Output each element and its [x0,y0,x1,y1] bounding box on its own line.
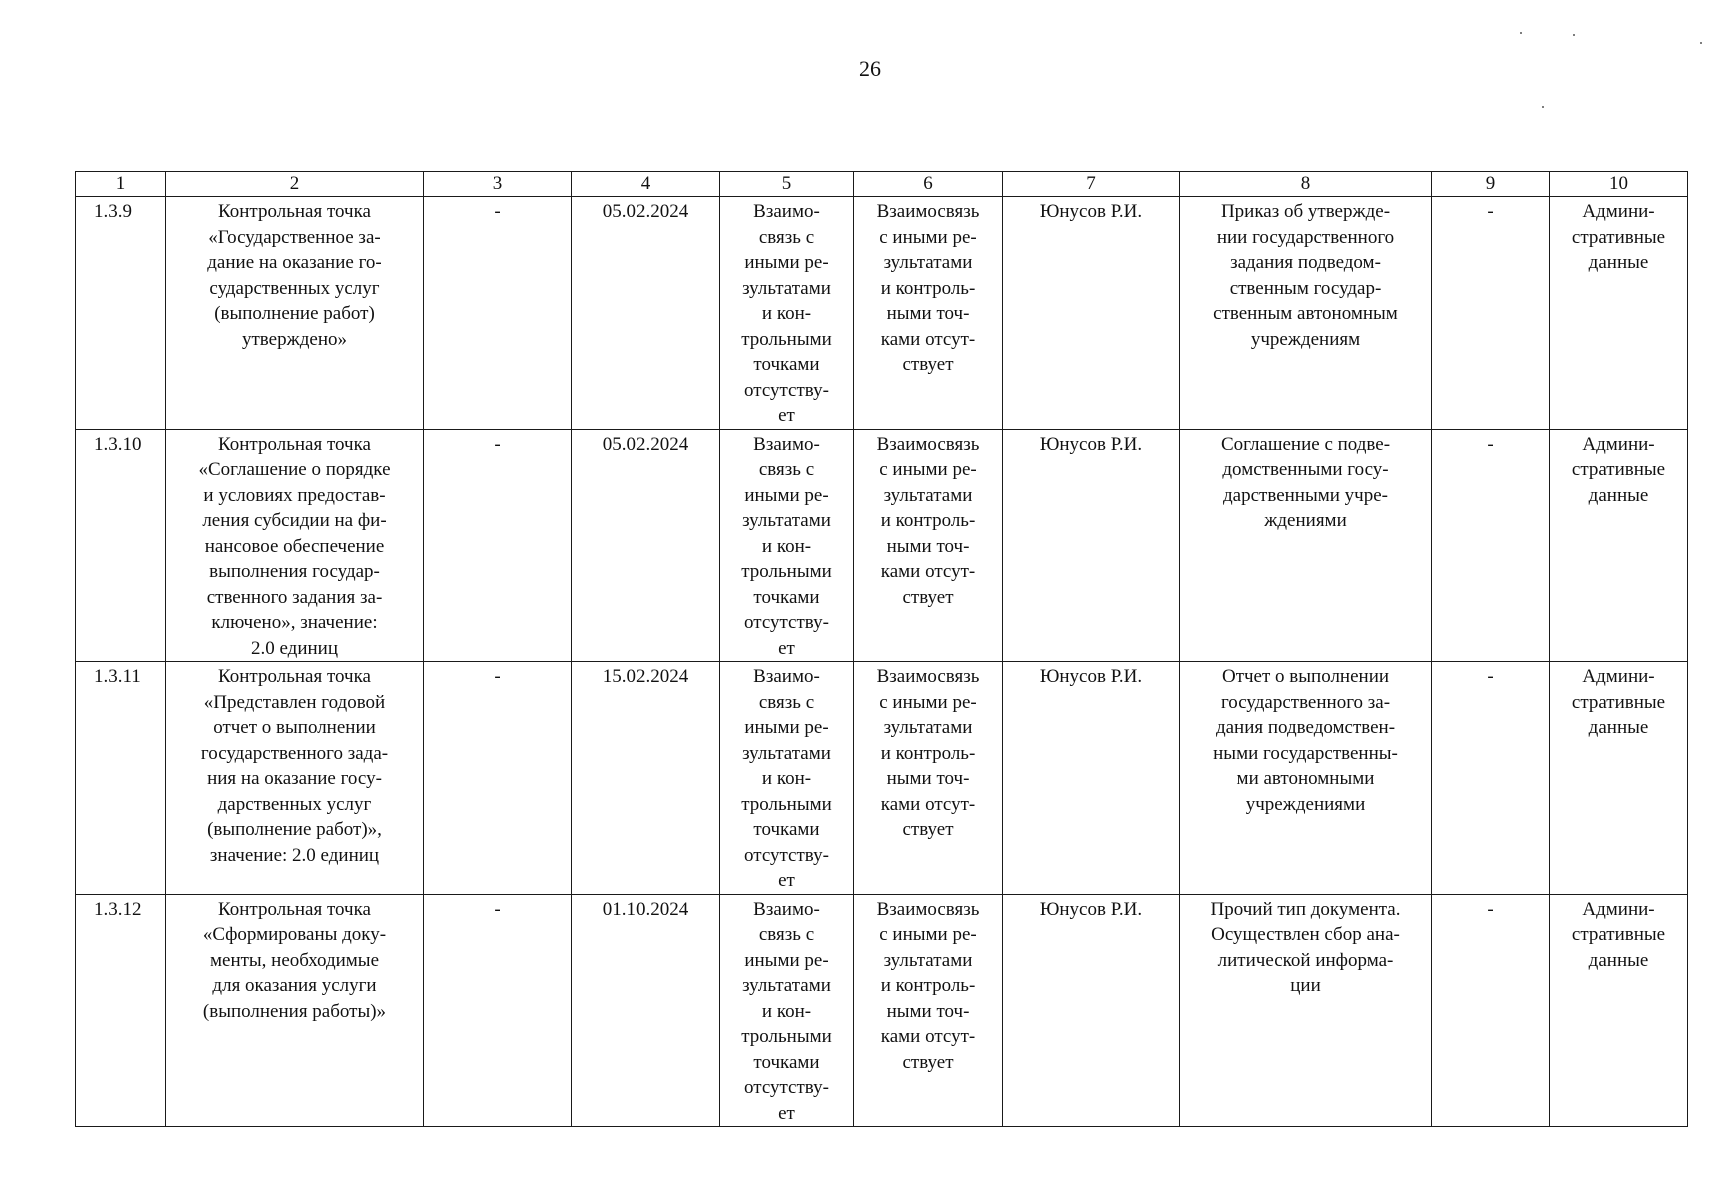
relation-control-points: Взаимосвязь с иными ре- зультатами и контроль- ными точ- ками отсут- ствует [854,197,1003,430]
scan-speck [1573,34,1575,36]
control-point-name: Контрольная точка «Соглашение о порядке и условиях предостав- ления субсидии на фи- нансовое обеспечение выполнения государ- ственного задания за- ключено», значение: 2.0 единиц [166,429,424,662]
relation-control-points: Взаимосвязь с иными ре- зультатами и контроль- ными точ- ками отсут- ствует [854,894,1003,1127]
document-type: Соглашение с подве- домственными госу- дарственными учре- ждениями [1180,429,1432,662]
row-number: 1.3.12 [76,894,166,1127]
data-source: Админи- стративные данные [1550,197,1688,430]
document-type: Отчет о выполнении государственного за- дания подведомствен- ными государственны- ми автономными учреждениями [1180,662,1432,895]
date-value: 05.02.2024 [572,197,720,430]
responsible-person: Юнусов Р.И. [1003,429,1180,662]
table-row [76,894,1688,1127]
table-row [76,429,1688,662]
relation-results: Взаимо- связь с иными ре- зультатами и кон- трольными точками отсутству- ет [720,894,854,1127]
col3-value: - [424,197,572,430]
header-cell: 6 [854,172,1003,197]
control-point-name: Контрольная точка «Сформированы доку- менты, необходимые для оказания услуги (выполнения работы)» [166,894,424,1127]
header-cell: 5 [720,172,854,197]
responsible-person: Юнусов Р.И. [1003,662,1180,895]
scan-speck [1520,32,1522,34]
date-value: 01.10.2024 [572,894,720,1127]
col9-value: - [1432,197,1550,430]
document-type: Приказ об утвержде- нии государственного задания подведом- ственным государ- ственным автономным учреждениям [1180,197,1432,430]
document-type: Прочий тип документа. Осуществлен сбор ана- литической информа- ции [1180,894,1432,1127]
col9-value: - [1432,429,1550,662]
data-source: Админи- стративные данные [1550,429,1688,662]
header-cell: 10 [1550,172,1688,197]
responsible-person: Юнусов Р.И. [1003,197,1180,430]
row-number: 1.3.9 [76,197,166,430]
scan-speck [1542,106,1544,108]
data-source: Админи- стративные данные [1550,894,1688,1127]
header-cell: 2 [166,172,424,197]
header-cell: 9 [1432,172,1550,197]
table-row [76,662,1688,895]
relation-results: Взаимо- связь с иными ре- зультатами и кон- трольными точками отсутству- ет [720,197,854,430]
relation-results: Взаимо- связь с иными ре- зультатами и кон- трольными точками отсутству- ет [720,662,854,895]
header-cell: 8 [1180,172,1432,197]
header-cell: 4 [572,172,720,197]
responsible-person: Юнусов Р.И. [1003,894,1180,1127]
header-cell: 7 [1003,172,1180,197]
col3-value: - [424,429,572,662]
row-number: 1.3.11 [76,662,166,895]
col9-value: - [1432,662,1550,895]
scan-speck [1700,42,1702,44]
control-point-name: Контрольная точка «Представлен годовой отчет о выполнении государственного зада- ния на оказание госу- дарственных услуг (выполнение работ)», значение: 2.0 единиц [166,662,424,895]
data-source: Админи- стративные данные [1550,662,1688,895]
date-value: 15.02.2024 [572,662,720,895]
table-row [76,197,1688,430]
col3-value: - [424,662,572,895]
control-points-table [75,171,1688,1127]
header-cell: 3 [424,172,572,197]
col3-value: - [424,894,572,1127]
relation-control-points: Взаимосвязь с иными ре- зультатами и контроль- ными точ- ками отсут- ствует [854,429,1003,662]
row-number: 1.3.10 [76,429,166,662]
page-number: 26 [859,56,881,81]
relation-results: Взаимо- связь с иными ре- зультатами и кон- трольными точками отсутству- ет [720,429,854,662]
date-value: 05.02.2024 [572,429,720,662]
relation-control-points: Взаимосвязь с иными ре- зультатами и контроль- ными точ- ками отсут- ствует [854,662,1003,895]
control-point-name: Контрольная точка «Государственное за- дание на оказание го- сударственных услуг (выполнение работ) утверждено» [166,197,424,430]
header-row [76,172,1688,197]
col9-value: - [1432,894,1550,1127]
header-cell: 1 [76,172,166,197]
